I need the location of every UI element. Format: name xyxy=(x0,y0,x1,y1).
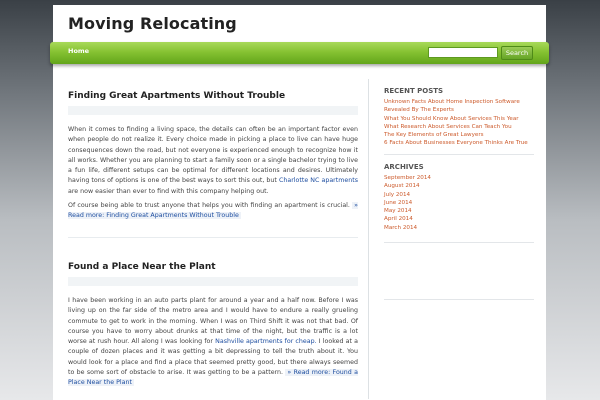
list-item[interactable] xyxy=(384,174,534,182)
list-item[interactable] xyxy=(384,182,534,190)
sidebar xyxy=(384,87,534,148)
post xyxy=(68,91,358,220)
widget-divider xyxy=(384,299,534,300)
list-item[interactable] xyxy=(384,191,534,199)
list-item[interactable] xyxy=(384,115,534,123)
post-title[interactable]: Found a Place Near the Plant xyxy=(68,262,216,272)
site-header xyxy=(53,5,546,42)
post-text: Of course being able to trust anyone that helps you with finding an apartment is crucial. xyxy=(68,202,353,210)
widget-divider xyxy=(384,242,534,243)
search-button[interactable]: Search xyxy=(501,46,533,60)
post-link[interactable]: Nashville apartments for cheap. xyxy=(215,338,317,346)
list-item[interactable] xyxy=(384,224,534,232)
read-more-link[interactable]: » Read more: Finding Great Apartments Without Trouble xyxy=(68,202,358,220)
list-item[interactable] xyxy=(384,139,534,147)
post-paragraph xyxy=(68,201,358,222)
recent-post-link[interactable]: Unknown Facts About Home Inspection Software Revealed By The Experts xyxy=(384,99,520,114)
recent-post-link[interactable]: What You Should Know About Services This Year xyxy=(384,115,519,122)
archive-link[interactable]: April 2014 xyxy=(384,216,413,223)
post-body xyxy=(68,125,358,226)
archive-link[interactable]: July 2014 xyxy=(384,191,411,198)
post-text: When it comes to finding a living space, the details can often be an important factor even when people do not realize it. Every choice made in picking a place to live can have huge consequences down the road, but not everyone is experienced enough to recognize how it all works. Whether you are planning to start a family soon or a single bachelor trying to live a fun life, different setups can be optimal for different locations and desires. Ultimately having tons of options is one of the best ways to sort this out, but xyxy=(68,126,358,185)
column-divider xyxy=(368,79,369,399)
post-meta-bar xyxy=(68,277,358,286)
widget-recent-posts xyxy=(384,87,534,148)
post-divider xyxy=(68,237,358,238)
search-input[interactable] xyxy=(428,47,498,58)
site-title[interactable]: Moving Relocating xyxy=(68,14,237,33)
recent-post-link[interactable]: The Key Elements of Great Lawyers xyxy=(384,132,484,139)
archive-link[interactable]: August 2014 xyxy=(384,183,420,190)
list-item[interactable] xyxy=(384,215,534,223)
post-text: I have been working in an auto parts plant for around a year and a half now. Before I was living up on the far side of the metro area and I would have to endure a really grueling commute to get to work in the morning. When I was on Third Shift it was not that bad. Of course you have to worry about drunks at that time of the night, but the traffic is a lot worse at rush hour. All along I was looking for xyxy=(68,297,358,346)
list-item[interactable] xyxy=(384,131,534,139)
archive-link[interactable]: September 2014 xyxy=(384,175,431,181)
widget-title: RECENT POSTS xyxy=(384,87,444,95)
archive-link[interactable]: June 2014 xyxy=(384,199,413,206)
recent-post-link[interactable]: 6 Facts About Businesses Everyone Thinks Are True xyxy=(384,140,528,147)
widget-divider xyxy=(384,154,534,155)
post-meta-bar xyxy=(68,106,358,115)
post-text: I looked at a couple of dozen places and it was getting a bit depressing to tell the truth about it. You would look for a place and find a place that seemed pretty good, but there always seemed to be some sort of obstacle to arise. It was getting to be a pattern. xyxy=(68,338,358,377)
page-container xyxy=(53,5,546,400)
widget-archives xyxy=(384,163,534,232)
archive-link[interactable]: March 2014 xyxy=(384,224,418,231)
post-paragraph xyxy=(68,296,358,389)
post-paragraph xyxy=(68,125,358,197)
read-more-link[interactable]: » Read more: Found a Place Near the Plant xyxy=(68,369,358,387)
list-item[interactable] xyxy=(384,123,534,131)
post-body xyxy=(68,296,358,393)
post-text: are now easier than ever to find with this company helping out. xyxy=(68,187,269,195)
nav-bar xyxy=(50,42,549,64)
list-item[interactable] xyxy=(384,98,534,115)
recent-posts-list xyxy=(384,98,534,148)
post-title[interactable]: Finding Great Apartments Without Trouble xyxy=(68,91,286,101)
list-item[interactable] xyxy=(384,199,534,207)
nav-item-home[interactable]: Home xyxy=(68,47,90,55)
archives-list xyxy=(384,174,534,232)
archive-link[interactable]: May 2014 xyxy=(384,208,412,215)
list-item[interactable] xyxy=(384,207,534,215)
recent-post-link[interactable]: What Research About Services Can Teach You xyxy=(384,123,512,130)
post xyxy=(68,262,358,387)
widget-title: ARCHIVES xyxy=(384,163,424,171)
post-link[interactable]: Charlotte NC apartments xyxy=(278,177,358,185)
